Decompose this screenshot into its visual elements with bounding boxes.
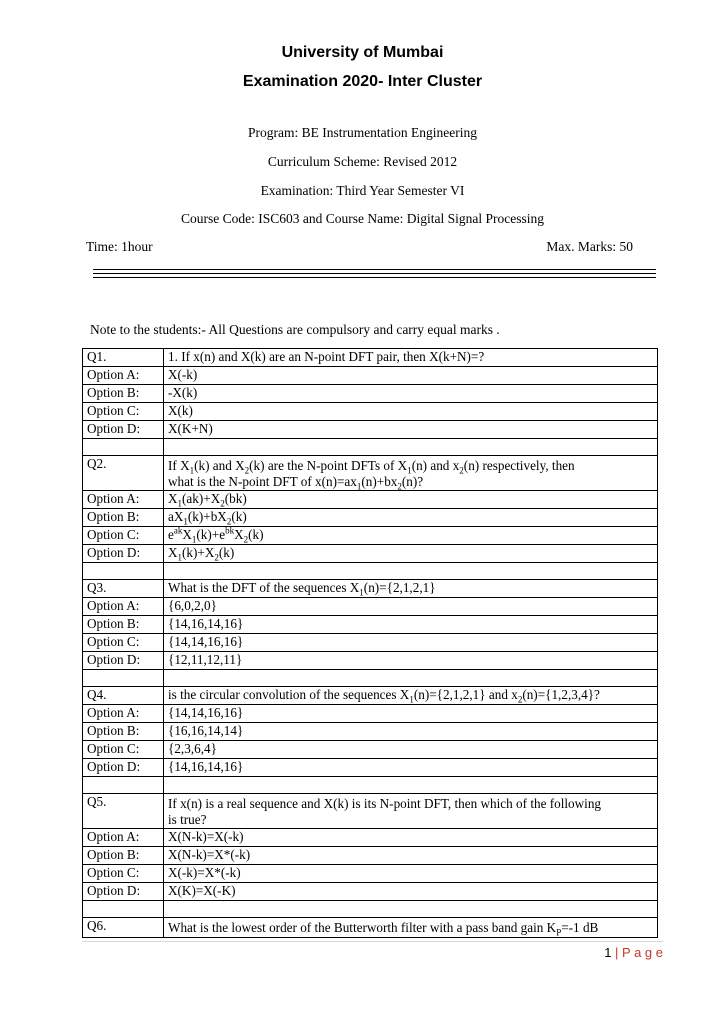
option-row [83, 847, 658, 865]
option-text: X(N-k)=X(-k) [164, 829, 658, 847]
question-label: Q1. [83, 349, 164, 367]
option-row [83, 652, 658, 670]
question-label: Q2. [83, 456, 164, 491]
option-label: Option C: [83, 865, 164, 883]
scheme-line: Curriculum Scheme: Revised 2012 [267, 154, 458, 169]
divider-line [93, 269, 656, 270]
option-text: X(K)=X(-K) [164, 883, 658, 901]
option-row [83, 367, 658, 385]
question-text: What is the lowest order of the Butterworth filter with a pass band gain $K_P=-1$ dB [164, 918, 658, 938]
option-label: Option B: [83, 616, 164, 634]
question-label: Q6. [83, 918, 164, 938]
option-label: Option B: [83, 509, 164, 527]
page-word: P a g e [622, 945, 663, 960]
option-text: X(N-k)=X*(-k) [164, 847, 658, 865]
spacer-row [83, 777, 658, 794]
max-marks-label: Max. Marks: 50 [546, 239, 633, 254]
option-text: {14,14,16,16} [164, 634, 658, 652]
examination-line: Examination: Third Year Semester VI [260, 183, 465, 198]
option-label: Option A: [83, 829, 164, 847]
option-label: Option C: [83, 634, 164, 652]
option-row [83, 403, 658, 421]
question-label: Q3. [83, 580, 164, 598]
exam-title: Examination 2020- Inter Cluster [242, 73, 483, 90]
option-row [83, 527, 658, 545]
option-text: {12,11,12,11} [164, 652, 658, 670]
option-text: $aX_1(k)+bX_2(k)$ [164, 509, 658, 527]
question-text: What is the DFT of the sequences $X_1(n)=\{2,1,2,1\}$ [164, 580, 658, 598]
time-label: Time: 1hour [86, 239, 153, 254]
page-footer [604, 945, 663, 960]
question-row [83, 580, 658, 598]
option-text: {14,16,14,16} [164, 759, 658, 777]
option-row [83, 385, 658, 403]
option-text: {6,0,2,0} [164, 598, 658, 616]
footer-separator: | [611, 945, 623, 960]
question-row [83, 456, 658, 491]
program-line: Program: BE Instrumentation Engineering [247, 125, 478, 140]
option-text: {16,16,14,14} [164, 723, 658, 741]
option-label: Option D: [83, 421, 164, 439]
option-row [83, 421, 658, 439]
option-text: {2,3,6,4} [164, 741, 658, 759]
spacer-row [83, 670, 658, 687]
option-text: {14,14,16,16} [164, 705, 658, 723]
spacer-row [83, 563, 658, 580]
question-text: 1. If x(n) and X(k) are an N-point DFT pair, then X(k+N)=? [164, 349, 658, 367]
university-title: University of Mumbai [281, 44, 444, 61]
question-row [83, 794, 658, 829]
question-text: If $X_1(k)$ and $X_2(k)$ are the N-point DFTs of $X_1(n)$ and $x_2(n)$ respectively, then what is the N-point DFT of $x(n)=ax_1(n)+bx_2(n)$? [164, 456, 658, 491]
option-label: Option B: [83, 847, 164, 865]
question-label: Q5. [83, 794, 164, 829]
option-text: $X_1(ak)+X_2(bk)$ [164, 491, 658, 509]
option-row [83, 509, 658, 527]
option-row [83, 705, 658, 723]
option-label: Option A: [83, 491, 164, 509]
divider-line [93, 277, 656, 278]
option-text: $e^{ak}X_1(k)+e^{bk}X_2(k)$ [164, 527, 658, 545]
option-label: Option C: [83, 527, 164, 545]
spacer-row [83, 439, 658, 456]
option-row [83, 491, 658, 509]
option-label: Option B: [83, 385, 164, 403]
option-label: Option C: [83, 403, 164, 421]
question-row [83, 349, 658, 367]
option-label: Option A: [83, 705, 164, 723]
page-number: 1 [604, 945, 612, 960]
option-row [83, 616, 658, 634]
students-note: Note to the students:- All Questions are compulsory and carry equal marks . [90, 322, 500, 337]
option-label: Option D: [83, 545, 164, 563]
option-row [83, 741, 658, 759]
option-row [83, 865, 658, 883]
option-text: X(-k)=X*(-k) [164, 865, 658, 883]
option-label: Option A: [83, 367, 164, 385]
question-text: is the circular convolution of the sequences $X_1(n)=\{2,1,2,1\}$ and $x_2(n)=\{1,2,3,4\}$? [164, 687, 658, 705]
option-row [83, 723, 658, 741]
option-label: Option D: [83, 883, 164, 901]
option-text: {14,16,14,16} [164, 616, 658, 634]
option-text: -X(k) [164, 385, 658, 403]
spacer-row [83, 901, 658, 918]
option-row [83, 545, 658, 563]
option-text: $X_1(k)+X_2(k)$ [164, 545, 658, 563]
question-row [83, 918, 658, 938]
option-label: Option D: [83, 759, 164, 777]
footer-divider [82, 941, 663, 942]
option-label: Option D: [83, 652, 164, 670]
option-text: X(-k) [164, 367, 658, 385]
option-text: X(k) [164, 403, 658, 421]
option-label: Option A: [83, 598, 164, 616]
divider-line [93, 273, 656, 274]
questions-table [82, 348, 658, 938]
question-row [83, 687, 658, 705]
option-row [83, 634, 658, 652]
course-line: Course Code: ISC603 and Course Name: Digital Signal Processing [181, 211, 544, 226]
option-row [83, 829, 658, 847]
option-row [83, 883, 658, 901]
option-label: Option C: [83, 741, 164, 759]
question-label: Q4. [83, 687, 164, 705]
option-row [83, 759, 658, 777]
option-row [83, 598, 658, 616]
option-label: Option B: [83, 723, 164, 741]
option-text: X(K+N) [164, 421, 658, 439]
question-text: If x(n) is a real sequence and X(k) is its N-point DFT, then which of the following is true? [164, 794, 658, 829]
